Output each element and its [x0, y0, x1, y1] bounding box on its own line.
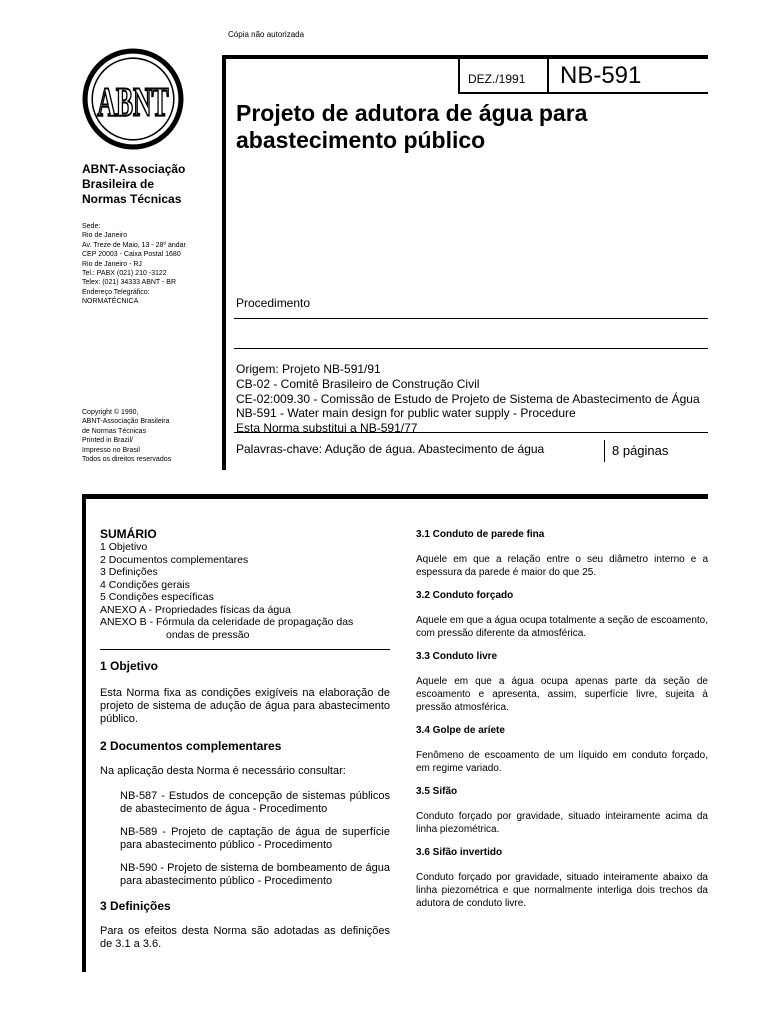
- section-2-heading: 2 Documentos complementares: [100, 739, 282, 753]
- summary-item: 1 Objetivo: [100, 541, 148, 553]
- summary-item: 3 Definições: [100, 566, 158, 578]
- copyright-line: ABNT-Associação Brasileira: [82, 418, 170, 426]
- section-2-intro: Na aplicação desta Norma é necessário consultar:: [100, 765, 346, 777]
- summary-rule: [100, 649, 390, 650]
- sede-line: Tel.: PABX (021) 210 -3122: [82, 270, 167, 278]
- logo-text: ABNT: [97, 79, 169, 125]
- sede-address: [82, 222, 222, 307]
- summary-item-continuation: ondas de pressão: [166, 628, 250, 641]
- body-frame-top: [82, 494, 708, 499]
- date-box-bottom: [458, 92, 708, 94]
- sede-line: CEP 20003 - Caixa Postal 1680: [82, 251, 181, 259]
- summary-heading: SUMÁRIO: [100, 527, 157, 541]
- origin-line: Esta Norma substitui a NB-591/77: [236, 421, 418, 436]
- header-note: Cópia não autorizada: [228, 30, 305, 39]
- reference-item: NB-587 - Estudos de concepção de sistemas públicos de abastecimento de água - Procedimento: [120, 790, 390, 815]
- origin-line: CB-02 - Comitê Brasileiro de Construção Civil: [236, 376, 480, 391]
- doc-date: DEZ./1991: [468, 72, 526, 86]
- type-rule: [234, 318, 708, 319]
- doc-origin: [236, 362, 716, 436]
- sede-line: Telex: (021) 34333 ABNT - BR: [82, 279, 177, 287]
- origin-line: Origem: Projeto NB-591/91: [236, 362, 381, 376]
- org-name-line: Brasileira de: [82, 177, 155, 191]
- definition-heading: 3.5 Sifão: [416, 786, 458, 797]
- definition-text: Conduto forçado por gravidade, situado inteiramente abaixo da linha piezométrica e que normalmente interliga dois trechos da adutora de conduto livre.: [416, 872, 708, 909]
- summary-item: 2 Documentos complementares: [100, 553, 249, 566]
- definition-heading: 3.4 Golpe de aríete: [416, 725, 505, 736]
- origin-line: NB-591 - Water main design for public water supply - Procedure: [236, 406, 576, 421]
- section-3-heading: 3 Definições: [100, 899, 171, 913]
- definition-text: Aquele em que a relação entre o seu diâmetro interno e a espessura da parede é maior do que 25.: [416, 554, 708, 578]
- sede-line: Rio de Janeiro - RJ: [82, 260, 142, 268]
- sede-line: NORMATÉCNICA: [82, 298, 139, 306]
- org-name-line: Normas Técnicas: [82, 192, 182, 206]
- definition-heading: 3.1 Conduto de parede fina: [416, 529, 545, 540]
- definition-text: Aquele em que a água ocupa totalmente a seção de escoamento, com pressão diferente da atmosférica.: [416, 615, 708, 639]
- copyright-line: de Normas Técnicas: [82, 427, 147, 435]
- reference-item: NB-590 - Projeto de sistema de bombeamento de água para abastecimento público - Procedimento: [120, 862, 390, 887]
- copyright-line: Todos os direitos reservados: [82, 456, 172, 464]
- header-frame-left: [222, 55, 226, 470]
- sede-line: Sede:: [82, 223, 101, 230]
- doc-pages: 8 páginas: [612, 443, 669, 458]
- definition-text: Conduto forçado por gravidade, situado inteiramente acima da linha piezométrica.: [416, 811, 708, 835]
- definition-heading: 3.2 Conduto forçado: [416, 590, 514, 601]
- section-1-text: Esta Norma fixa as condições exigíveis na elaboração de projeto de sistema de adução de água para abastecimento público.: [100, 687, 390, 725]
- sede-line: Rio de Janeiro: [82, 232, 128, 240]
- left-column: [100, 528, 390, 951]
- definition-heading: 3.3 Conduto livre: [416, 651, 498, 662]
- sede-line: Endereço Telegráfico:: [82, 288, 150, 296]
- definition-heading: 3.6 Sifão invertido: [416, 847, 503, 858]
- summary-item: 5 Condições específicas: [100, 591, 214, 603]
- copyright-line: Copyright © 1990,: [82, 409, 139, 416]
- copyright-line: Printed in Brazil/: [82, 437, 133, 445]
- sede-line: Av. Treze de Maio, 13 - 28º andar: [82, 241, 186, 249]
- org-name: [82, 162, 222, 207]
- summary-item: ANEXO A - Propriedades físicas da água: [100, 603, 291, 616]
- org-name-line: ABNT-Associação: [82, 162, 186, 176]
- summary-list: [100, 541, 390, 641]
- doc-type: Procedimento: [236, 296, 311, 310]
- reference-item: NB-589 - Projeto de captação de água de superfície para abastecimento público - Procedimento: [120, 826, 390, 851]
- abnt-logo: [82, 48, 184, 150]
- copyright: [82, 408, 222, 464]
- right-column: [416, 528, 708, 910]
- doc-title-line: abastecimento público: [236, 127, 486, 153]
- origin-rule: [234, 348, 708, 349]
- doc-keywords: Palavras-chave: Adução de água. Abastecimento de água: [236, 442, 545, 456]
- doc-code: NB-591: [560, 62, 642, 89]
- summary-item: ANEXO B - Fórmula da celeridade de propagação das: [100, 616, 354, 628]
- section-3-text: Para os efeitos desta Norma são adotadas as definições de 3.1 a 3.6.: [100, 925, 390, 950]
- definition-text: Aquele em que a água ocupa apenas parte da seção de escoamento e apresenta, assim, superfície livre, sujeita à pressão atmosférica.: [416, 676, 708, 713]
- code-box-left: [547, 59, 549, 93]
- doc-title: [236, 100, 706, 154]
- origin-line: CE-02:009.30 - Comissão de Estudo de Projeto de Sistema de Abastecimento de Água: [236, 391, 700, 406]
- header-frame-top: [222, 55, 708, 59]
- copyright-line: Impresso no Brasil: [82, 446, 140, 454]
- summary-item: 4 Condições gerais: [100, 578, 190, 591]
- body-frame-left: [82, 494, 86, 972]
- date-box-left: [458, 59, 460, 93]
- doc-title-line: Projeto de adutora de água para: [236, 100, 588, 126]
- definition-text: Fenômeno de escoamento de um líquido em conduto forçado, em regime variado.: [416, 750, 708, 774]
- section-1-heading: 1 Objetivo: [100, 659, 159, 673]
- pages-divider: [604, 440, 605, 462]
